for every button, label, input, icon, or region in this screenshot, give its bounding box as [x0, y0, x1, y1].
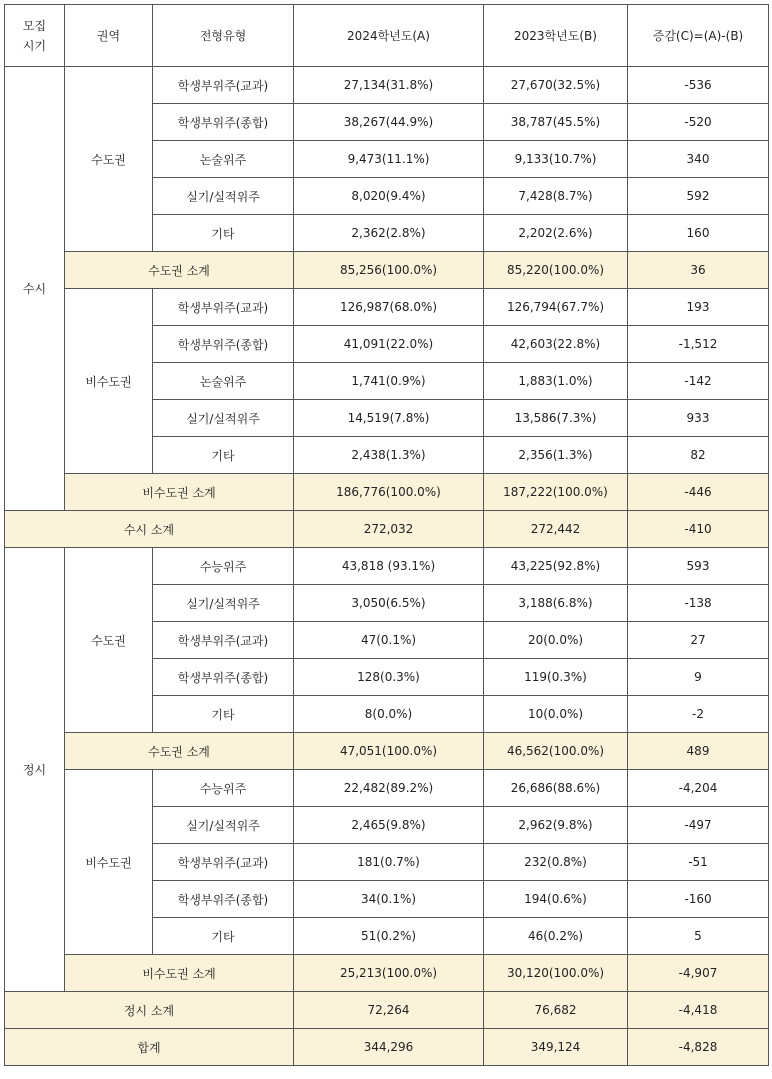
section-total-diff: -410 [628, 511, 769, 548]
diff-cell: -160 [628, 881, 769, 918]
value-2023-cell: 27,670(32.5%) [484, 67, 628, 104]
value-2024-cell: 27,134(31.8%) [294, 67, 484, 104]
value-2024-cell: 1,741(0.9%) [294, 363, 484, 400]
subtotal-diff: 36 [628, 252, 769, 289]
diff-cell: 933 [628, 400, 769, 437]
region-cell: 수도권 [65, 67, 153, 252]
value-2023-cell: 126,794(67.7%) [484, 289, 628, 326]
type-cell: 기타 [153, 918, 294, 955]
subtotal-row [5, 733, 769, 770]
value-2023-cell: 9,133(10.7%) [484, 141, 628, 178]
type-cell: 학생부위주(종합) [153, 881, 294, 918]
type-cell: 학생부위주(종합) [153, 326, 294, 363]
subtotal-label: 비수도권 소계 [65, 955, 294, 992]
type-cell: 기타 [153, 215, 294, 252]
value-2023-cell: 2,202(2.6%) [484, 215, 628, 252]
header-region: 권역 [65, 5, 153, 67]
header-2024: 2024학년도(A) [294, 5, 484, 67]
subtotal-2024: 85,256(100.0%) [294, 252, 484, 289]
region-cell: 비수도권 [65, 770, 153, 955]
subtotal-2024: 47,051(100.0%) [294, 733, 484, 770]
subtotal-2023: 46,562(100.0%) [484, 733, 628, 770]
value-2024-cell: 181(0.7%) [294, 844, 484, 881]
value-2024-cell: 47(0.1%) [294, 622, 484, 659]
diff-cell: -142 [628, 363, 769, 400]
grand-total-diff: -4,828 [628, 1029, 769, 1066]
section-total-2024: 72,264 [294, 992, 484, 1029]
subtotal-row [5, 955, 769, 992]
admissions-table [4, 4, 769, 1066]
diff-cell: 592 [628, 178, 769, 215]
section-total-label: 수시 소계 [5, 511, 294, 548]
subtotal-diff: 489 [628, 733, 769, 770]
diff-cell: -51 [628, 844, 769, 881]
section-total-2023: 272,442 [484, 511, 628, 548]
value-2023-cell: 119(0.3%) [484, 659, 628, 696]
type-cell: 기타 [153, 437, 294, 474]
subtotal-label: 수도권 소계 [65, 733, 294, 770]
value-2024-cell: 2,438(1.3%) [294, 437, 484, 474]
value-2023-cell: 3,188(6.8%) [484, 585, 628, 622]
value-2024-cell: 3,050(6.5%) [294, 585, 484, 622]
value-2024-cell: 14,519(7.8%) [294, 400, 484, 437]
value-2024-cell: 128(0.3%) [294, 659, 484, 696]
type-cell: 학생부위주(교과) [153, 844, 294, 881]
diff-cell: 82 [628, 437, 769, 474]
value-2024-cell: 43,818 (93.1%) [294, 548, 484, 585]
diff-cell: 5 [628, 918, 769, 955]
value-2023-cell: 1,883(1.0%) [484, 363, 628, 400]
value-2024-cell: 34(0.1%) [294, 881, 484, 918]
grand-total-2024: 344,296 [294, 1029, 484, 1066]
type-cell: 기타 [153, 696, 294, 733]
type-cell: 수능위주 [153, 548, 294, 585]
section-total-label: 정시 소계 [5, 992, 294, 1029]
type-cell: 논술위주 [153, 141, 294, 178]
grand-total-2023: 349,124 [484, 1029, 628, 1066]
section-total-2024: 272,032 [294, 511, 484, 548]
region-cell: 비수도권 [65, 289, 153, 474]
subtotal-label: 수도권 소계 [65, 252, 294, 289]
value-2024-cell: 38,267(44.9%) [294, 104, 484, 141]
header-period: 모집 시기 [5, 5, 65, 67]
diff-cell: -1,512 [628, 326, 769, 363]
type-cell: 학생부위주(교과) [153, 289, 294, 326]
diff-cell: -2 [628, 696, 769, 733]
subtotal-2023: 187,222(100.0%) [484, 474, 628, 511]
subtotal-2023: 30,120(100.0%) [484, 955, 628, 992]
type-cell: 실기/실적위주 [153, 807, 294, 844]
value-2023-cell: 38,787(45.5%) [484, 104, 628, 141]
subtotal-2023: 85,220(100.0%) [484, 252, 628, 289]
table-row [5, 67, 769, 104]
value-2023-cell: 26,686(88.6%) [484, 770, 628, 807]
value-2023-cell: 20(0.0%) [484, 622, 628, 659]
value-2024-cell: 9,473(11.1%) [294, 141, 484, 178]
value-2023-cell: 7,428(8.7%) [484, 178, 628, 215]
value-2024-cell: 8(0.0%) [294, 696, 484, 733]
value-2024-cell: 51(0.2%) [294, 918, 484, 955]
table-row [5, 289, 769, 326]
type-cell: 수능위주 [153, 770, 294, 807]
diff-cell: 9 [628, 659, 769, 696]
value-2023-cell: 194(0.6%) [484, 881, 628, 918]
subtotal-2024: 186,776(100.0%) [294, 474, 484, 511]
section-total-diff: -4,418 [628, 992, 769, 1029]
section-total-row [5, 511, 769, 548]
diff-cell: 160 [628, 215, 769, 252]
value-2024-cell: 126,987(68.0%) [294, 289, 484, 326]
subtotal-row [5, 252, 769, 289]
header-row [5, 5, 769, 67]
grand-total-label: 합계 [5, 1029, 294, 1066]
type-cell: 논술위주 [153, 363, 294, 400]
value-2024-cell: 22,482(89.2%) [294, 770, 484, 807]
section-total-row [5, 992, 769, 1029]
table-body [5, 5, 769, 1066]
value-2023-cell: 10(0.0%) [484, 696, 628, 733]
type-cell: 학생부위주(종합) [153, 104, 294, 141]
header-type: 전형유형 [153, 5, 294, 67]
subtotal-row [5, 474, 769, 511]
diff-cell: 340 [628, 141, 769, 178]
value-2024-cell: 8,020(9.4%) [294, 178, 484, 215]
type-cell: 학생부위주(교과) [153, 67, 294, 104]
value-2023-cell: 13,586(7.3%) [484, 400, 628, 437]
value-2023-cell: 43,225(92.8%) [484, 548, 628, 585]
diff-cell: -4,204 [628, 770, 769, 807]
diff-cell: 193 [628, 289, 769, 326]
subtotal-diff: -446 [628, 474, 769, 511]
type-cell: 학생부위주(종합) [153, 659, 294, 696]
region-cell: 수도권 [65, 548, 153, 733]
value-2024-cell: 41,091(22.0%) [294, 326, 484, 363]
table-row [5, 548, 769, 585]
diff-cell: 593 [628, 548, 769, 585]
value-2024-cell: 2,362(2.8%) [294, 215, 484, 252]
grand-total-row [5, 1029, 769, 1066]
value-2024-cell: 2,465(9.8%) [294, 807, 484, 844]
diff-cell: -138 [628, 585, 769, 622]
header-diff: 증감(C)=(A)-(B) [628, 5, 769, 67]
diff-cell: -536 [628, 67, 769, 104]
subtotal-label: 비수도권 소계 [65, 474, 294, 511]
type-cell: 실기/실적위주 [153, 400, 294, 437]
diff-cell: -497 [628, 807, 769, 844]
type-cell: 실기/실적위주 [153, 585, 294, 622]
table-row [5, 770, 769, 807]
value-2023-cell: 2,356(1.3%) [484, 437, 628, 474]
value-2023-cell: 42,603(22.8%) [484, 326, 628, 363]
value-2023-cell: 232(0.8%) [484, 844, 628, 881]
header-2023: 2023학년도(B) [484, 5, 628, 67]
section-total-2023: 76,682 [484, 992, 628, 1029]
diff-cell: -520 [628, 104, 769, 141]
value-2023-cell: 2,962(9.8%) [484, 807, 628, 844]
period-cell: 정시 [5, 548, 65, 992]
period-cell: 수시 [5, 67, 65, 511]
diff-cell: 27 [628, 622, 769, 659]
type-cell: 실기/실적위주 [153, 178, 294, 215]
subtotal-diff: -4,907 [628, 955, 769, 992]
type-cell: 학생부위주(교과) [153, 622, 294, 659]
subtotal-2024: 25,213(100.0%) [294, 955, 484, 992]
value-2023-cell: 46(0.2%) [484, 918, 628, 955]
